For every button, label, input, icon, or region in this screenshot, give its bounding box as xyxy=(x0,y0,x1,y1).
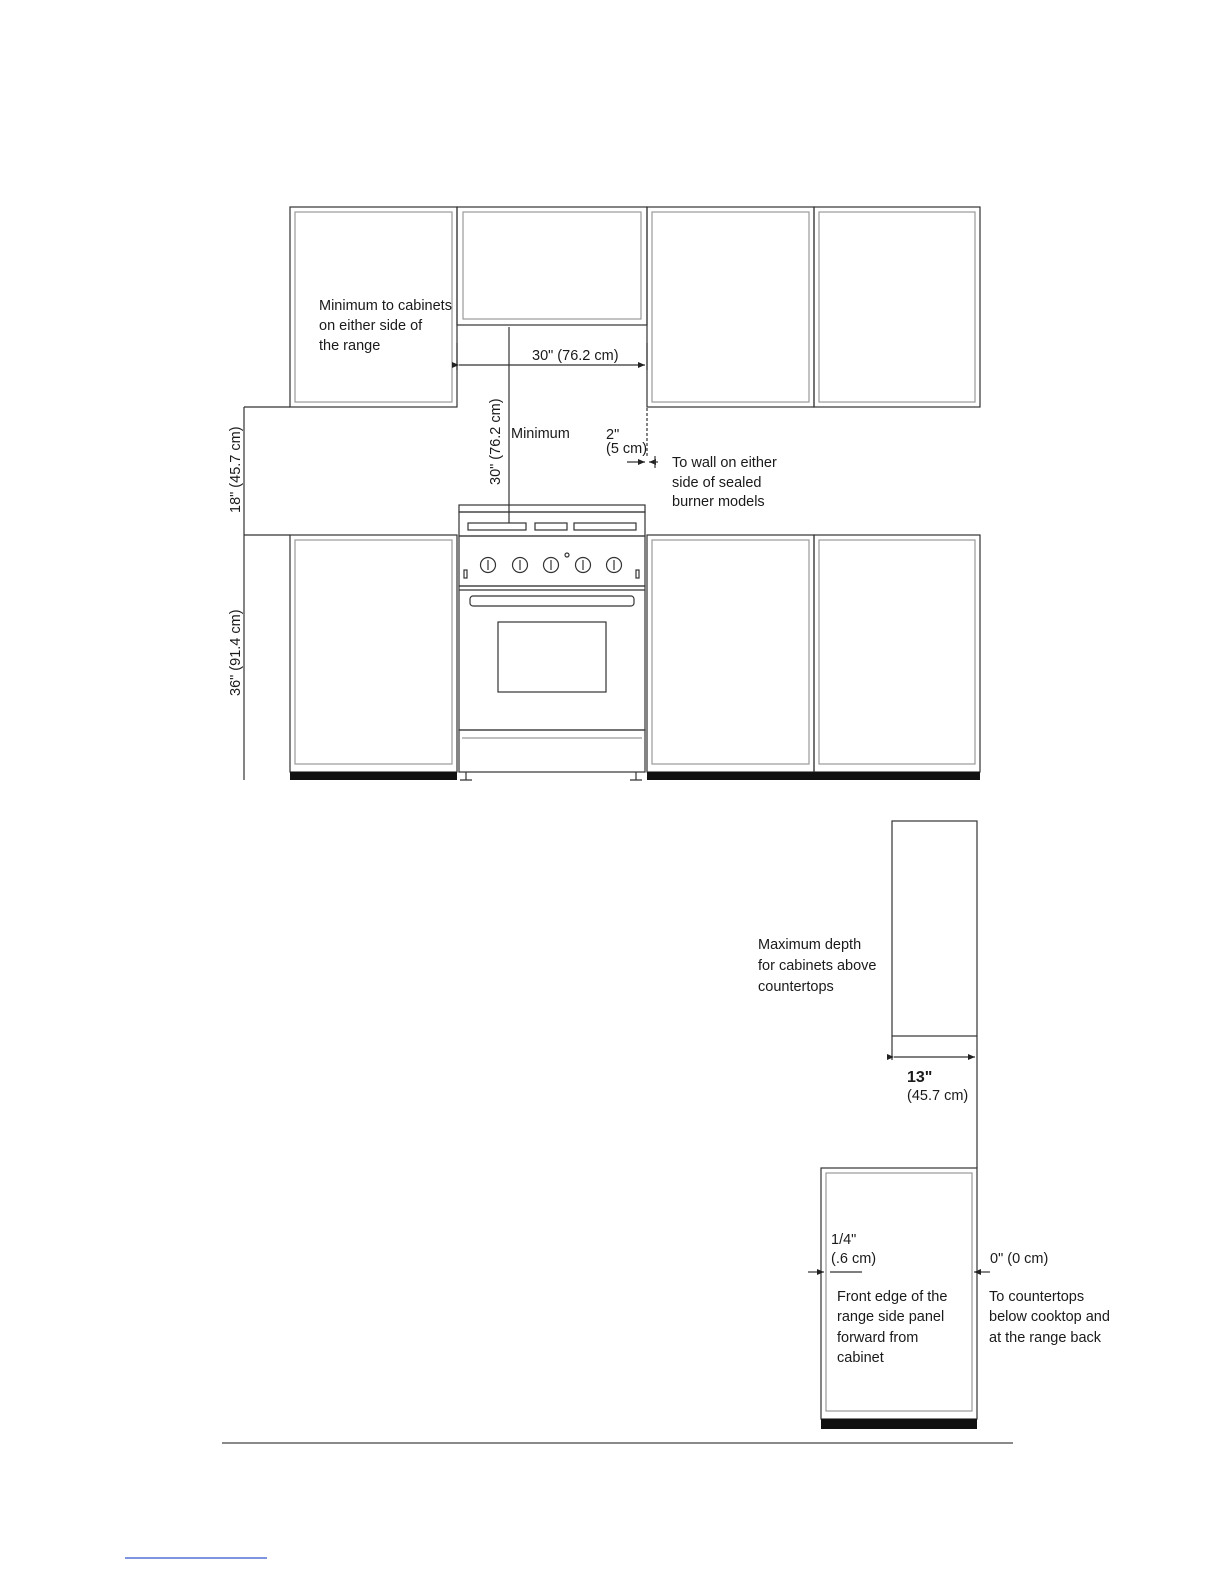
lower-cabinet-left xyxy=(290,535,457,772)
lower-cabinet-right-1 xyxy=(647,535,814,772)
hood-width-label: 30" (76.2 cm) xyxy=(532,348,619,364)
front-offset-note-2: range side panel xyxy=(837,1309,945,1325)
back-offset-note-3: at the range back xyxy=(989,1330,1102,1346)
toe-kick-left xyxy=(290,772,457,780)
front-offset-inches: 1/4" xyxy=(831,1232,857,1248)
upper-cabinet-right-1 xyxy=(647,207,814,407)
front-offset-note-4: cabinet xyxy=(837,1350,884,1366)
knob-5 xyxy=(607,558,622,573)
front-offset-note-1: Front edge of the xyxy=(837,1289,948,1305)
back-offset-note-2: below cooktop and xyxy=(989,1309,1110,1325)
lower-cabinet-right-2 xyxy=(814,535,980,772)
cabinet-clearance-note-1: Minimum to cabinets xyxy=(319,298,452,314)
side-gap-inches: 2" xyxy=(606,427,620,443)
upper-depth-note-1: Maximum depth xyxy=(758,937,862,953)
upper-depth-note-3: countertops xyxy=(758,979,834,995)
side-gap-note-3: burner models xyxy=(672,494,765,510)
front-offset-metric: (.6 cm) xyxy=(831,1251,877,1267)
side-gap-metric: (5 cm) xyxy=(606,441,648,457)
knob-1 xyxy=(481,558,496,573)
side-toe-kick xyxy=(821,1419,977,1429)
back-offset-note-1: To countertops xyxy=(989,1289,1085,1305)
vertical-clearance-note: Minimum xyxy=(511,426,570,442)
counter-height-label: 36" (91.4 cm) xyxy=(228,609,244,696)
side-gap-note-2: side of sealed xyxy=(672,475,762,491)
upper-cabinet-right-2 xyxy=(814,207,980,407)
knob-4 xyxy=(576,558,591,573)
vertical-clearance-label: 30" (76.2 cm) xyxy=(488,398,504,485)
knob-3 xyxy=(544,558,559,573)
upper-depth-metric: (45.7 cm) xyxy=(907,1088,969,1104)
toe-kick-right xyxy=(647,772,980,780)
upper-cabinet-hood xyxy=(457,207,647,325)
side-upper-cabinet xyxy=(892,821,977,1036)
side-gap-note-1: To wall on either xyxy=(672,455,777,471)
knob-2 xyxy=(513,558,528,573)
upper-depth-value: 13" xyxy=(907,1069,933,1086)
cabinet-clearance-note-3: the range xyxy=(319,338,381,354)
range-appliance xyxy=(459,505,645,780)
upper-cabinet-height-label: 18" (45.7 cm) xyxy=(228,426,244,513)
cabinet-clearance-note-2: on either side of xyxy=(319,318,423,334)
back-offset-label: 0" (0 cm) xyxy=(990,1251,1049,1267)
upper-depth-note-2: for cabinets above xyxy=(758,958,877,974)
front-offset-note-3: forward from xyxy=(837,1330,919,1346)
